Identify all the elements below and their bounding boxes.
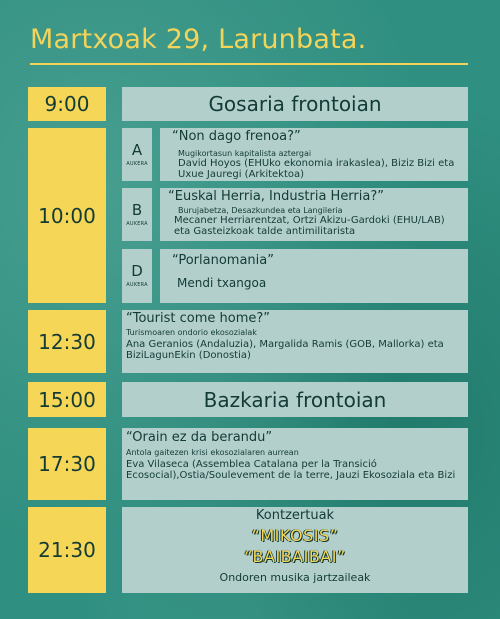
session-speakers: Eva Vilaseca (Assemblea Catalana per la Transició Ecosocial),Ostia/Soulevement de la terre, Jauzi Ekosoziala eta Bizi [126, 459, 456, 481]
session-speakers: Ana Geranios (Andaluzia), Margalida Ramis (GOB, Mallorka) eta BiziLagunEkin (Donostia) [126, 339, 444, 361]
event-orain [122, 428, 468, 500]
option-a-tag [122, 128, 152, 181]
session-title: “Euskal Herria, Industria Herria?” [168, 189, 384, 204]
option-label: AUKERA [126, 282, 148, 288]
session-title: “Tourist come home?” [126, 311, 271, 326]
session-d [160, 249, 468, 303]
session-title: “Non dago frenoa?” [172, 129, 301, 144]
option-letter: D [131, 262, 143, 280]
concerts-footer: Ondoren musika jartzaileak [219, 571, 371, 584]
option-letter: B [131, 200, 143, 219]
option-label: AUKERA [126, 220, 148, 227]
session-subtitle: Antola gaitezen krisi ekosozialaren aurrean [126, 448, 299, 457]
option-d-tag [122, 249, 152, 303]
session-title: “Porlanomania” [172, 253, 274, 268]
concerts-heading: Kontzertuak [255, 508, 335, 523]
option-letter: A [131, 140, 143, 159]
session-title: “Orain ez da berandu” [126, 430, 273, 445]
session-subtitle: Mugikortasun kapitalista aztergai [178, 149, 312, 158]
band-baibaibai: “BAIBAIBAI” [244, 547, 346, 566]
event-tourism [122, 310, 468, 373]
session-speakers: Mecaner Herriarentzat, Ortzi Akizu-Gardoki (EHU/LAB) eta Gasteizkoak talde antimilitarista [174, 215, 445, 237]
page-title: Martxoak 29, Larunbata. [30, 24, 367, 55]
event-lunch: Bazkaria frontoian [122, 382, 468, 417]
session-subtitle: Turismoaren ondorio ekosozialak [126, 328, 257, 337]
time-1500: 15:00 [28, 382, 106, 417]
session-a [160, 128, 468, 181]
option-label: AUKERA [126, 160, 148, 167]
time-1230: 12:30 [28, 310, 106, 373]
session-speakers: David Hoyos (EHUko ekonomia irakaslea), Biziz Bizi eta Uxue Jauregi (Arkitektoa) [178, 158, 455, 180]
event-concerts [122, 507, 468, 593]
session-b [160, 188, 468, 241]
time-0900: 9:00 [28, 87, 106, 121]
option-b-tag [122, 188, 152, 241]
event-breakfast: Gosaria frontoian [122, 87, 468, 121]
session-subtitle: Burujabetza, Desazkundea eta Langileria [178, 206, 343, 215]
time-2130: 21:30 [28, 507, 106, 593]
time-1730: 17:30 [28, 428, 106, 500]
session-speakers: Mendi txangoa [177, 276, 267, 290]
time-1000: 10:00 [28, 128, 106, 303]
band-mikosis: “MIKOSIS” [251, 526, 339, 545]
title-divider [30, 63, 468, 65]
